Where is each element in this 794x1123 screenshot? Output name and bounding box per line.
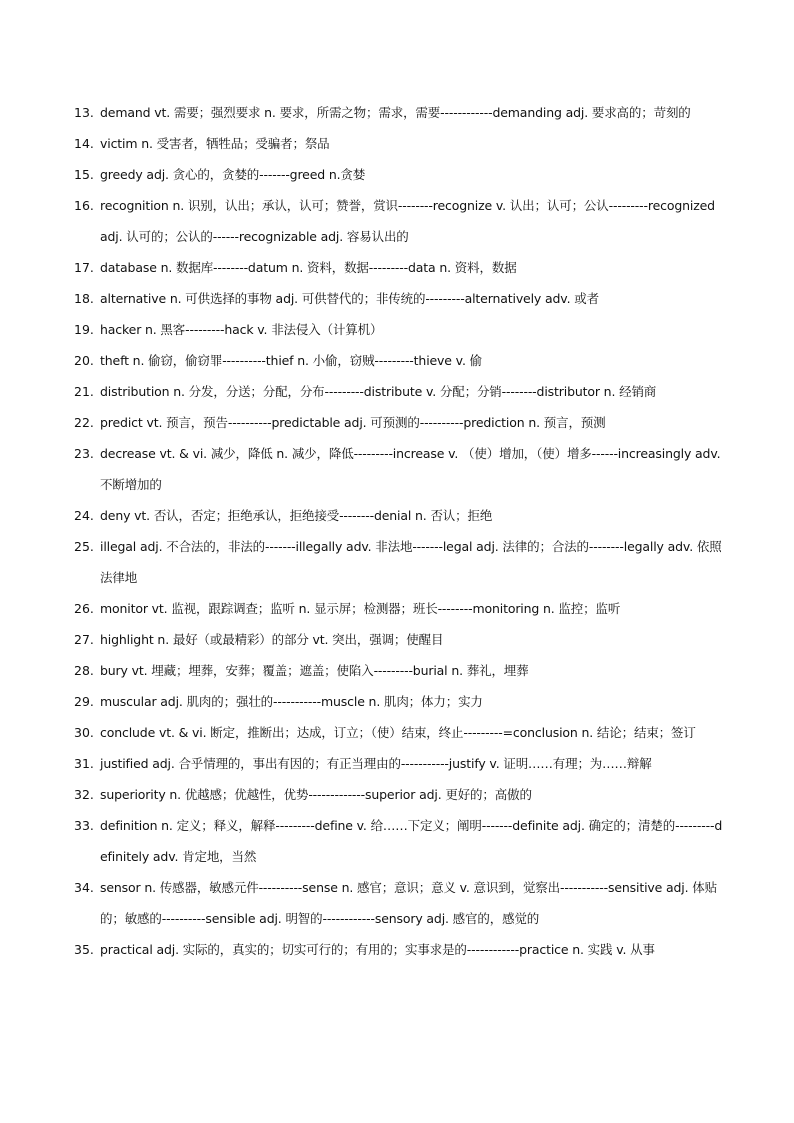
item-text: illegal adj. 不合法的，非法的-------illegally adv. 非法地-------legal adj. 法律的；合法的--------legally adv. 依照法律地 <box>100 539 722 585</box>
list-item <box>74 314 724 345</box>
item-text: theft n. 偷窃，偷窃罪----------thief n. 小偷，窃贼---------thieve v. 偷 <box>100 353 482 368</box>
item-number: 30. <box>74 725 94 740</box>
item-number: 23. <box>74 446 94 461</box>
list-item <box>74 345 724 376</box>
item-number: 22. <box>74 415 94 430</box>
item-text: greedy adj. 贪心的，贪婪的-------greed n.贪婪 <box>100 167 366 182</box>
item-text: highlight n. 最好（或最精彩）的部分 vt. 突出，强调；使醒目 <box>100 632 444 647</box>
list-item <box>74 438 724 500</box>
item-number: 32. <box>74 787 94 802</box>
list-item <box>74 810 724 872</box>
item-text: hacker n. 黑客---------hack v. 非法侵入（计算机） <box>100 322 383 337</box>
item-text: bury vt. 埋藏；埋葬，安葬；覆盖；遮盖；使陷入---------burial n. 葬礼，埋葬 <box>100 663 529 678</box>
list-item <box>74 128 724 159</box>
item-number: 20. <box>74 353 94 368</box>
item-number: 13. <box>74 105 94 120</box>
list-item <box>74 97 724 128</box>
list-item <box>74 190 724 252</box>
item-number: 25. <box>74 539 94 554</box>
list-item <box>74 593 724 624</box>
item-number: 35. <box>74 942 94 957</box>
item-text: database n. 数据库--------datum n. 资料，数据---------data n. 资料，数据 <box>100 260 517 275</box>
item-number: 14. <box>74 136 94 151</box>
item-text: superiority n. 优越感；优越性，优势-------------superior adj. 更好的；高傲的 <box>100 787 532 802</box>
item-text: monitor vt. 监视，跟踪调查；监听 n. 显示屏；检测器；班长--------monitoring n. 监控；监听 <box>100 601 621 616</box>
item-number: 15. <box>74 167 94 182</box>
item-text: conclude vt. & vi. 断定，推断出；达成，订立；（使）结束，终止---------=conclusion n. 结论；结束；签订 <box>100 725 696 740</box>
list-item <box>74 531 724 593</box>
list-item <box>74 624 724 655</box>
item-number: 18. <box>74 291 94 306</box>
item-number: 33. <box>74 818 94 833</box>
item-number: 21. <box>74 384 94 399</box>
list-item <box>74 872 724 934</box>
item-text: predict vt. 预言，预告----------predictable adj. 可预测的----------prediction n. 预言，预测 <box>100 415 606 430</box>
list-item <box>74 934 724 965</box>
item-text: distribution n. 分发，分送；分配，分布---------distribute v. 分配；分销--------distributor n. 经销商 <box>100 384 657 399</box>
item-number: 29. <box>74 694 94 709</box>
item-text: muscular adj. 肌肉的；强壮的-----------muscle n. 肌肉；体力；实力 <box>100 694 483 709</box>
list-item <box>74 717 724 748</box>
list-item <box>74 748 724 779</box>
list-item <box>74 407 724 438</box>
item-text: victim n. 受害者，牺牲品；受骗者；祭品 <box>100 136 330 151</box>
list-item <box>74 252 724 283</box>
item-text: practical adj. 实际的，真实的；切实可行的；有用的；实事求是的------------practice n. 实践 v. 从事 <box>100 942 655 957</box>
item-number: 26. <box>74 601 94 616</box>
list-item <box>74 655 724 686</box>
item-number: 34. <box>74 880 94 895</box>
item-text: definition n. 定义；释义，解释---------define v. 给……下定义；阐明-------definite adj. 确定的；清楚的---------definitely adv. 肯定地，当然 <box>100 818 723 864</box>
list-item <box>74 686 724 717</box>
list-item <box>74 500 724 531</box>
item-number: 19. <box>74 322 94 337</box>
item-text: deny vt. 否认，否定；拒绝承认，拒绝接受--------denial n. 否认；拒绝 <box>100 508 493 523</box>
item-text: alternative n. 可供选择的事物 adj. 可供替代的；非传统的---------alternatively adv. 或者 <box>100 291 599 306</box>
list-item <box>74 376 724 407</box>
item-text: recognition n. 识别，认出；承认，认可；赞誉，赏识--------recognize v. 认出；认可；公认---------recognized adj. 认可的；公认的------recognizable adj. 容易认出的 <box>100 198 715 244</box>
list-item <box>74 283 724 314</box>
item-number: 28. <box>74 663 94 678</box>
item-number: 27. <box>74 632 94 647</box>
list-item <box>74 159 724 190</box>
vocabulary-list <box>74 97 724 965</box>
item-text: decrease vt. & vi. 减少，降低 n. 减少，降低---------increase v. （使）增加，（使）增多------increasingly adv. 不断增加的 <box>100 446 721 492</box>
item-number: 16. <box>74 198 94 213</box>
item-text: demand vt. 需要；强烈要求 n. 要求，所需之物；需求，需要------------demanding adj. 要求高的；苛刻的 <box>100 105 691 120</box>
item-text: justified adj. 合乎情理的，事出有因的；有正当理由的-----------justify v. 证明……有理；为……辩解 <box>100 756 652 771</box>
item-number: 31. <box>74 756 94 771</box>
item-text: sensor n. 传感器，敏感元件----------sense n. 感官；意识；意义 v. 意识到，觉察出-----------sensitive adj. 体贴的；敏感的----------sensible adj. 明智的------------sensory adj. 感官的，感觉的 <box>100 880 717 926</box>
list-item <box>74 779 724 810</box>
item-number: 17. <box>74 260 94 275</box>
item-number: 24. <box>74 508 94 523</box>
